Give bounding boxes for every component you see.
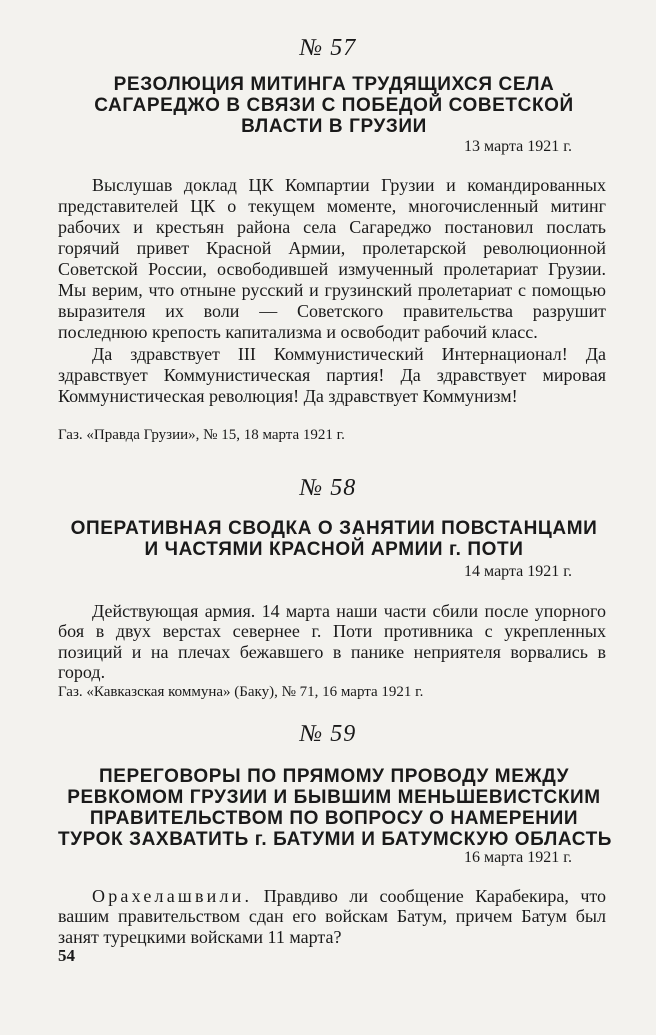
title-line: САГАРЕДЖО В СВЯЗИ С ПОБЕДОЙ СОВЕТСКОЙ (94, 95, 574, 116)
body-paragraph: Действующая армия. 14 марта наши части сбили после упорного боя в двух верстах севернее г. Поти противника с укрепленных позиций и на плечах бежавшего в панике неприятеля ворвались в город. (58, 601, 606, 682)
title-line: ПЕРЕГОВОРЫ ПО ПРЯМОМУ ПРОВОДУ МЕЖДУ (98, 766, 570, 787)
document-number: № 59 (299, 721, 357, 747)
body-paragraph: Выслушав доклад ЦК Компартии Грузии и командированных представителей ЦК о текущем моменте, многочисленный митинг рабочих и крестьян района села Сагареджо постановил послать горячий привет Красной Армии, пролетарской революционной Советской России, освободившей измученный пролетариат Грузии. Мы верим, что отныне русский и грузинский пролетариат с помощью выразителя их воли — Советского правительства разрушит последнюю крепость капитализма и освободит рабочий класс. (58, 175, 606, 342)
source-citation: Газ. «Правда Грузии», № 15, 18 марта 1921 г. (58, 427, 345, 443)
speaker-text: Правдиво ли сообщение Карабекира, что вашим правительством сдан его войскам Батум, причем Батум был занят турецкими войсками 11 марта? (58, 886, 606, 947)
document-title (58, 74, 610, 137)
document-number: № 57 (299, 35, 357, 61)
source-citation: Газ. «Кавказская коммуна» (Баку), № 71, 16 марта 1921 г. (58, 684, 424, 700)
title-line: ОПЕРАТИВНАЯ СВОДКА О ЗАНЯТИИ ПОВСТАНЦАМИ (70, 518, 598, 539)
body-paragraph: Да здравствует III Коммунистический Интернационал! Да здравствует Коммунистическая партия! Да здравствует мировая Коммунистическая революция! Да здравствует Коммунизм! (58, 344, 606, 406)
title-line: РЕВКОМОМ ГРУЗИИ И БЫВШИМ МЕНЬШЕВИСТСКИМ (67, 787, 601, 808)
title-line: И ЧАСТЯМИ КРАСНОЙ АРМИИ г. ПОТИ (144, 539, 524, 560)
document-date: 16 марта 1921 г. (464, 849, 572, 866)
document-date: 13 марта 1921 г. (464, 138, 572, 155)
body-paragraph (58, 886, 606, 947)
document-date: 14 марта 1921 г. (464, 563, 572, 580)
speaker-name: Орахелашвили. (92, 886, 253, 906)
title-line: РЕЗОЛЮЦИЯ МИТИНГА ТРУДЯЩИХСЯ СЕЛА (113, 74, 555, 95)
page-number: 54 (58, 946, 75, 965)
document-title (58, 518, 610, 560)
document-title (58, 766, 613, 850)
document-number: № 58 (299, 475, 357, 501)
title-line: ВЛАСТИ В ГРУЗИИ (241, 116, 427, 137)
title-line: ПРАВИТЕЛЬСТВОМ ПО ВОПРОСУ О НАМЕРЕНИИ (89, 808, 579, 829)
title-line: ТУРОК ЗАХВАТИТЬ г. БАТУМИ И БАТУМСКУЮ ОБЛАСТЬ (58, 829, 613, 850)
